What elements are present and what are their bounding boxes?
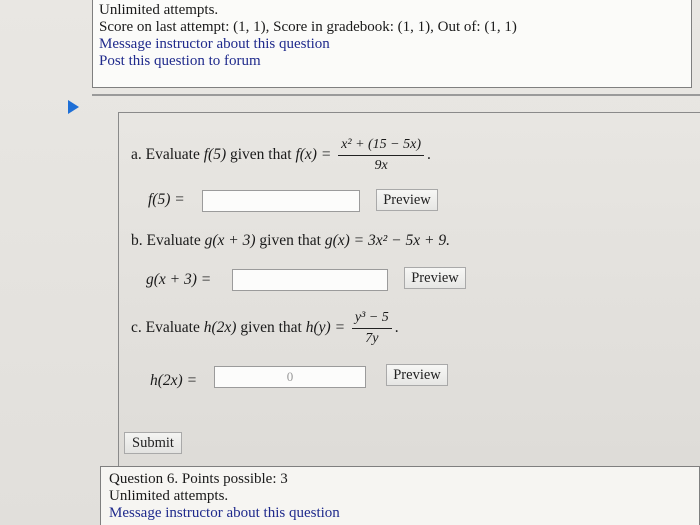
next-question-message-link[interactable]: Message instructor about this question — [109, 505, 340, 521]
part-b-answer-label: g(x + 3) = — [146, 271, 212, 288]
part-a-denominator: 9x — [374, 158, 388, 173]
current-question-marker-icon — [68, 100, 79, 114]
part-a-fraction — [338, 137, 424, 174]
part-a-prefix: a. Evaluate — [131, 146, 204, 164]
part-c-prompt: c. Evaluate h(2x) given that h(y) = $\frac{\text{y³ − 5}}{7y}$ . — [131, 310, 399, 346]
part-a-answer-label: f(5) = — [148, 191, 185, 208]
part-a-func: f(x) = — [295, 146, 332, 164]
part-b-prefix: b. Evaluate — [131, 232, 205, 249]
part-b-prompt — [131, 232, 450, 250]
post-to-forum-link[interactable]: Post this question to forum — [99, 53, 261, 69]
part-c-fraction — [352, 310, 392, 347]
part-c-func: h(y) = — [305, 319, 346, 337]
part-a-given: given that — [226, 146, 296, 164]
attempts-text: Unlimited attempts. — [99, 2, 219, 18]
part-c-given: given that — [236, 319, 306, 337]
question-info-box — [92, 0, 692, 88]
part-c-answer-label: h(2x) = — [150, 372, 198, 389]
part-a-call: f(5) — [203, 146, 227, 164]
part-c-prefix: c. Evaluate — [131, 319, 204, 337]
next-question-box — [100, 466, 700, 525]
part-a-prompt: a. Evaluate f(5) given that f(x) = $\frac{\text{x² + (15 − 5x)}}{9x}$ . — [131, 137, 431, 173]
part-c-numerator: y³ − 5 — [352, 310, 392, 329]
part-b-answer-input[interactable] — [232, 269, 388, 291]
part-c-answer-input[interactable] — [214, 366, 366, 388]
score-text: Score on last attempt: (1, 1), Score in gradebook: (1, 1), Out of: (1, 1) — [99, 19, 517, 35]
part-c-denominator: 7y — [365, 331, 379, 346]
part-a-numerator: x² + (15 − 5x) — [338, 137, 424, 156]
next-question-title: Question 6. Points possible: 3 — [109, 471, 288, 487]
submit-button[interactable]: Submit — [124, 432, 182, 454]
part-b-preview-button[interactable]: Preview — [404, 267, 466, 289]
part-b-call: g(x + 3) — [204, 232, 256, 249]
next-question-attempts: Unlimited attempts. — [109, 488, 229, 504]
message-instructor-link[interactable]: Message instructor about this question — [99, 36, 330, 52]
part-c-call: h(2x) — [203, 319, 237, 337]
part-b-given: given that — [255, 232, 325, 249]
part-a-answer-input[interactable] — [202, 190, 360, 212]
part-b-func: g(x) = 3x² − 5x + 9. — [324, 232, 450, 249]
part-c-preview-button[interactable]: Preview — [386, 364, 448, 386]
part-a-preview-button[interactable]: Preview — [376, 189, 438, 211]
